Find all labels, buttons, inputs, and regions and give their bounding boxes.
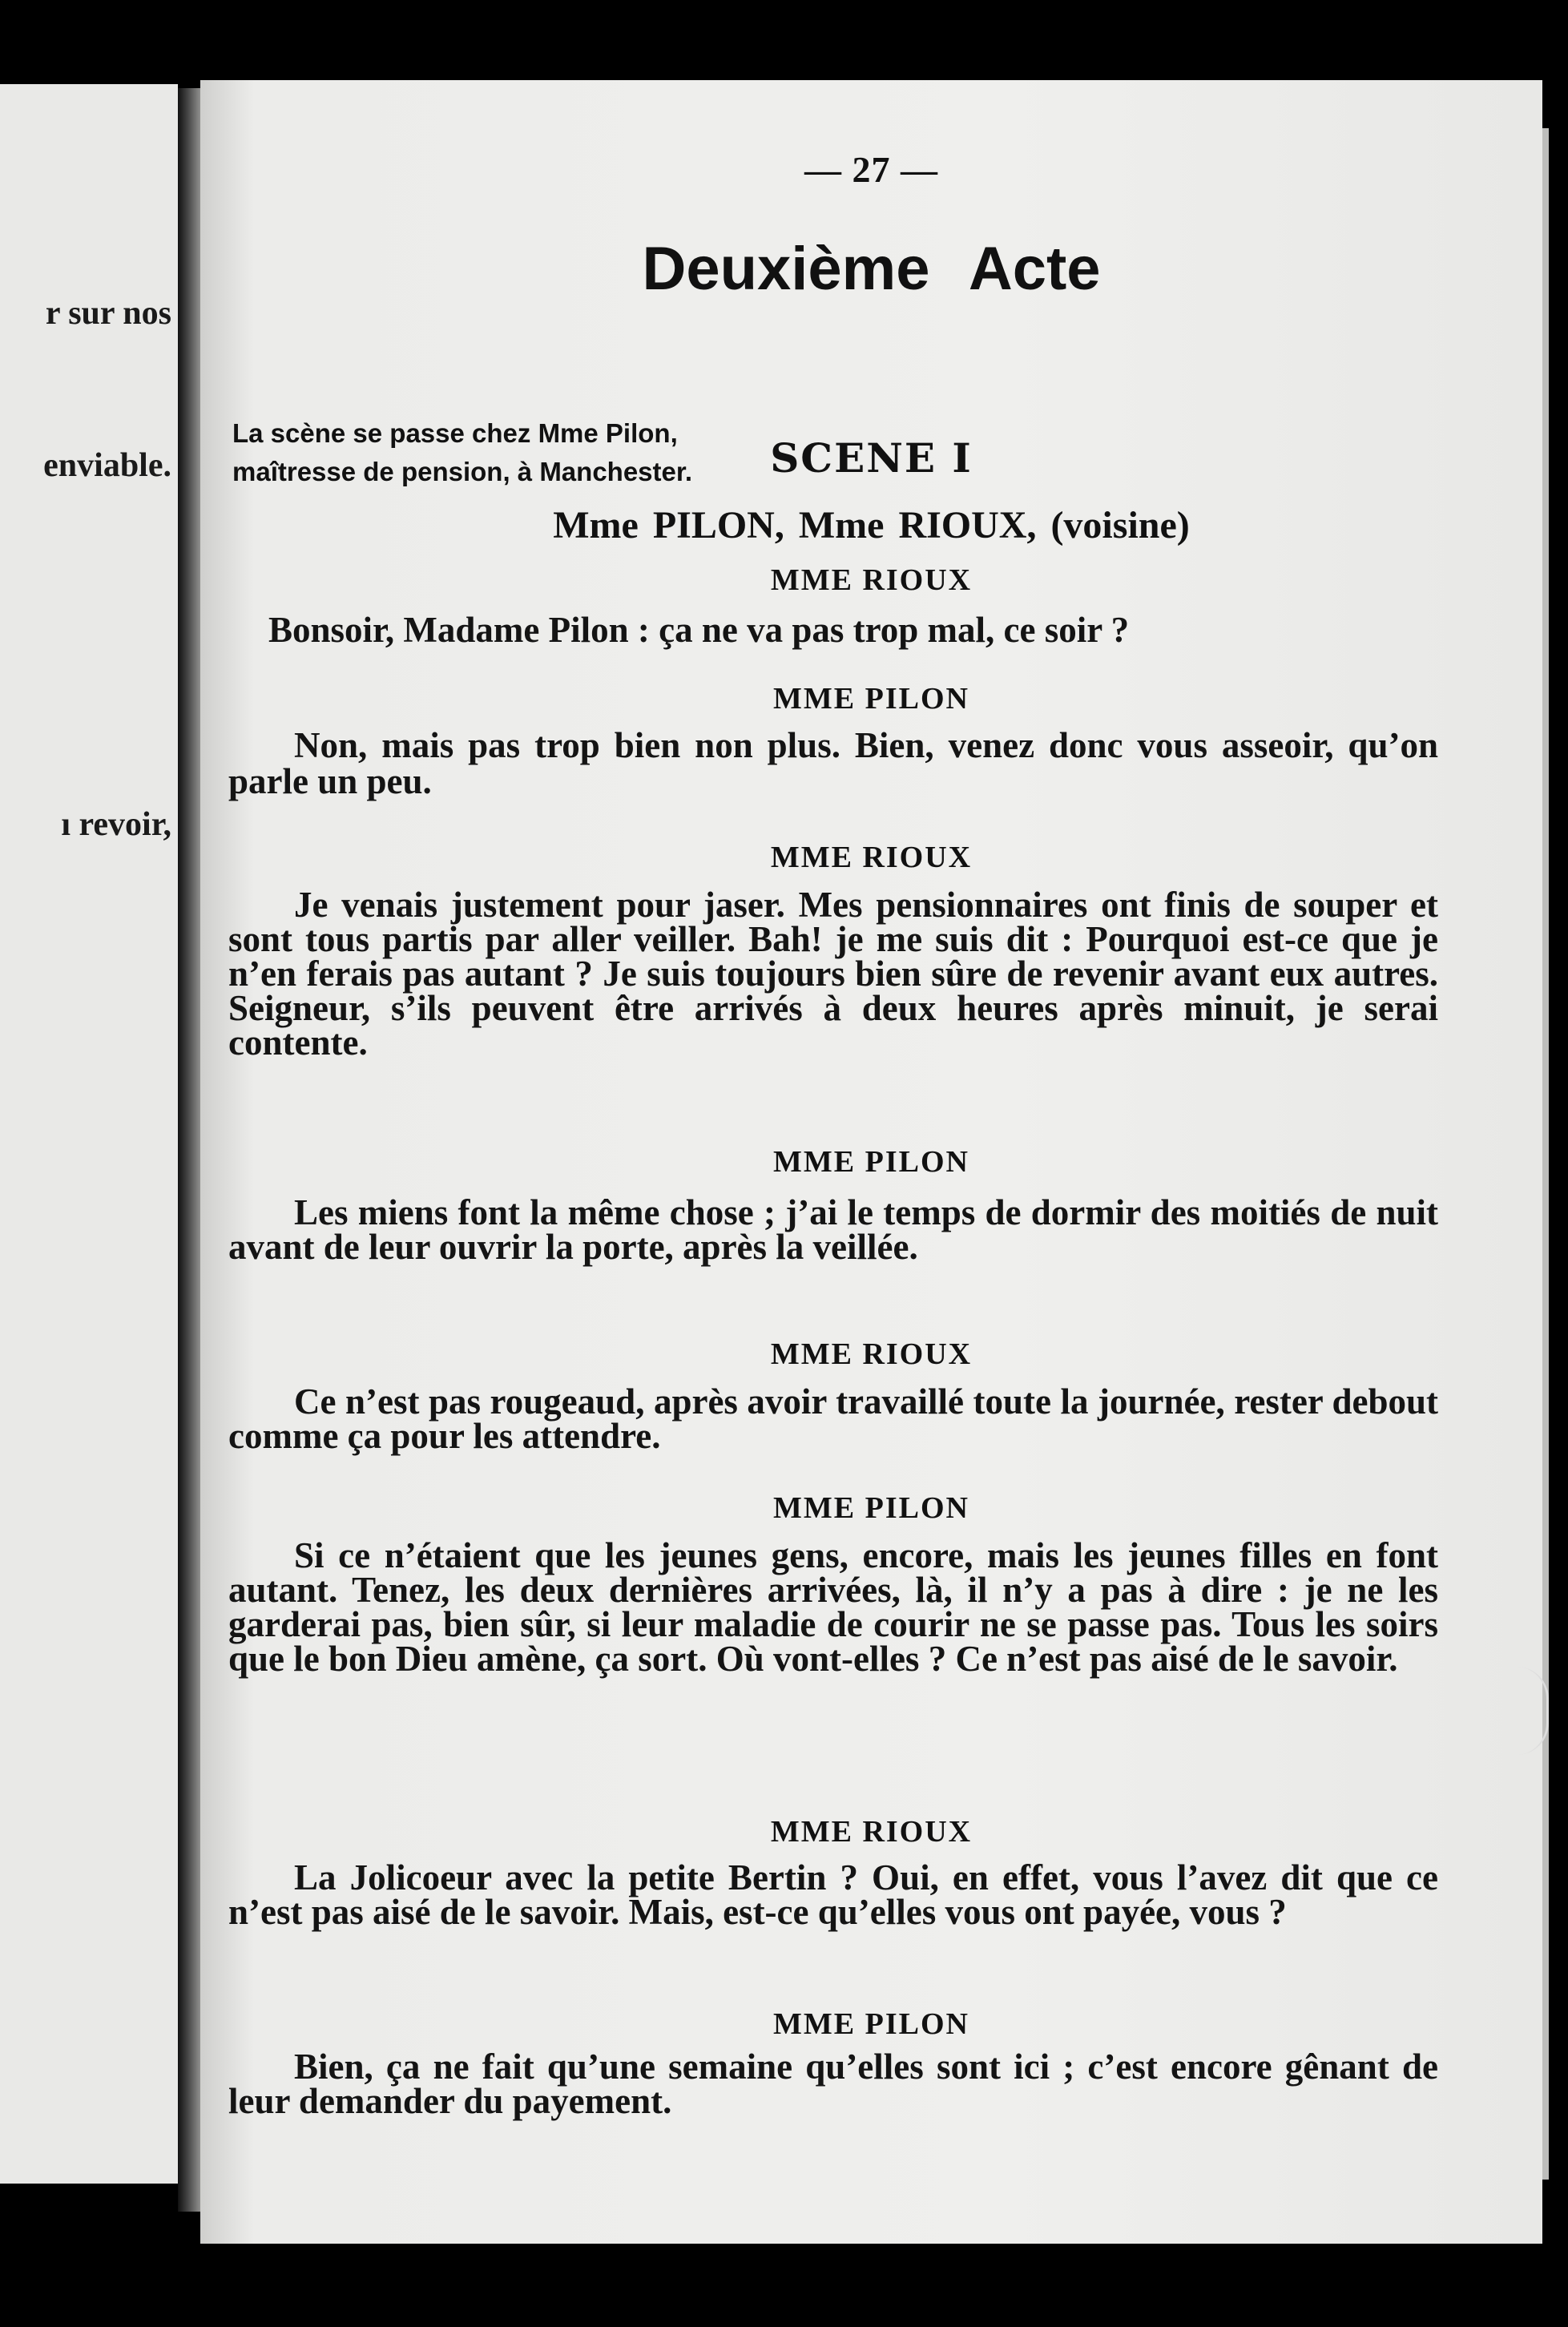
scene-heading: SCENE I xyxy=(770,434,973,482)
dialogue-text: Si ce n’étaient que les jeunes gens, encore, mais les jeunes filles en font autant. Tenez, les deux dernières arrivées, là, il n’y a pas à dire : je ne les garderai pas, bien sûr, si leur maladie de courir ne se passe pas. Tous les soirs que le bon Dieu amène, ça sort. Où vont-elles ? Ce n’est pas aisé de le savoir. xyxy=(228,1535,1438,1679)
left-page-text-line: r sur nos xyxy=(45,295,171,332)
left-page-text-line: enviable. xyxy=(43,447,171,484)
speaker-name: MME RIOUX xyxy=(770,1815,973,1849)
speaker-name: MME RIOUX xyxy=(770,1337,973,1371)
speaker-name: MME PILON xyxy=(773,1145,969,1179)
left-page-text-line: ı revoir, xyxy=(61,806,171,843)
speaker-name: MME RIOUX xyxy=(770,563,973,597)
speaker-name: MME PILON xyxy=(773,2007,969,2041)
cast-list: Mme PILON, Mme RIOUX, (voisine) xyxy=(553,504,1190,546)
dialogue-text: Les miens font la même chose ; j’ai le temps de dormir des moitiés de nuit avant de leur ouvrir la porte, après la veillée. xyxy=(228,1192,1438,1267)
dialogue-text: Je venais justement pour jaser. Mes pensionnaires ont finis de souper et sont tous partis par aller veiller. Bah! je me suis dit : Pourquoi est-ce que je n’en ferais pas autant ? Je suis toujours bien sûre de revenir avant eux autres. Seigneur, s’ils peuvent être arrivés à deux heures après minuit, je serai contente. xyxy=(228,885,1438,1063)
dialogue-text: Bonsoir, Madame Pilon : ça ne va pas trop mal, ce soir ? xyxy=(268,610,1130,650)
book-gutter xyxy=(178,88,202,2212)
speaker-name: MME PILON xyxy=(773,1491,969,1525)
book-page xyxy=(200,80,1542,2244)
page-edge xyxy=(1542,128,1549,2180)
dialogue-text: La Jolicoeur avec la petite Bertin ? Oui, en effet, vous l’avez dit que ce n’est pas aisé de le savoir. Mais, est-ce qu’elles vous ont payée, vous ? xyxy=(228,1857,1438,1932)
dialogue-text: Bien, ça ne fait qu’une semaine qu’elles sont ici ; c’est encore gênant de leur demander du payement. xyxy=(228,2047,1438,2121)
stage-setting-line: maîtresse de pension, à Manchester. xyxy=(232,457,693,486)
stage-setting-line: La scène se passe chez Mme Pilon, xyxy=(232,418,678,448)
dialogue-text: Non, mais pas trop bien non plus. Bien, venez donc vous asseoir, qu’on parle un peu. xyxy=(228,725,1438,801)
speaker-name: MME PILON xyxy=(773,682,969,716)
scan-background xyxy=(0,2244,1568,2327)
speaker-name: MME RIOUX xyxy=(770,841,973,874)
page-number: — 27 — xyxy=(804,149,938,190)
left-page-fragment xyxy=(0,84,178,2184)
dialogue-text: Ce n’est pas rougeaud, après avoir travaillé toute la journée, rester debout comme ça pour les attendre. xyxy=(228,1381,1438,1456)
act-title: Deuxième Acte xyxy=(642,235,1101,303)
